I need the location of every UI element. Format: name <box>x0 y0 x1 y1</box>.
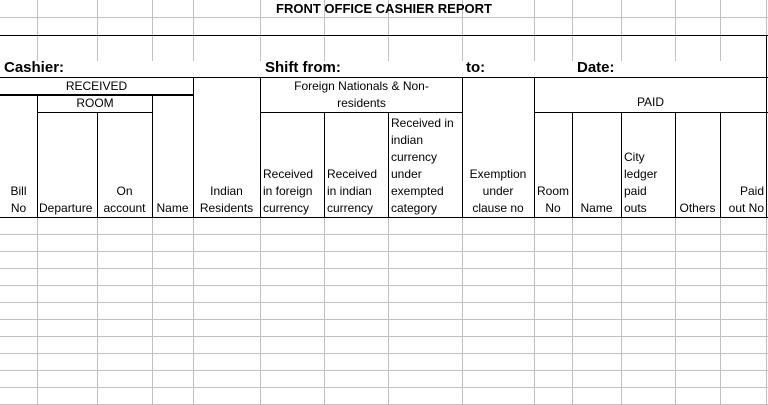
col-room-no: Room No <box>536 184 569 215</box>
col-bill-no: Bill No <box>10 184 27 215</box>
group-foreign-line2: residents <box>337 96 386 110</box>
col-others: Others <box>679 201 716 215</box>
col-received-indian-currency: Received in indian currency <box>327 167 378 215</box>
col-received-foreign-currency: Received in foreign currency <box>263 167 314 215</box>
col-paid-name: Name <box>580 201 613 215</box>
date-label: Date: <box>577 59 615 76</box>
shift-from-label: Shift from: <box>265 59 341 76</box>
col-exemption-clause: Exemption under clause no <box>469 167 527 215</box>
col-paid-out-no: Paid out No <box>728 184 764 215</box>
report-title: FRONT OFFICE CASHIER REPORT <box>276 1 492 16</box>
group-received: RECEIVED <box>65 79 128 93</box>
col-name: Name <box>156 201 189 215</box>
col-departure: Departure <box>39 201 93 215</box>
col-received-exempted-category: Received in indian currency under exempted category <box>391 116 454 215</box>
group-room: ROOM <box>76 96 114 110</box>
col-indian-residents: Indian Residents <box>199 184 254 215</box>
cashier-label: Cashier: <box>4 59 65 76</box>
group-paid: PAID <box>636 95 665 109</box>
col-city-ledger: City ledger paid outs <box>624 150 658 215</box>
to-label: to: <box>466 59 486 76</box>
group-foreign-line1: Foreign Nationals & Non- <box>294 79 429 93</box>
col-on-account: On account <box>103 184 146 215</box>
